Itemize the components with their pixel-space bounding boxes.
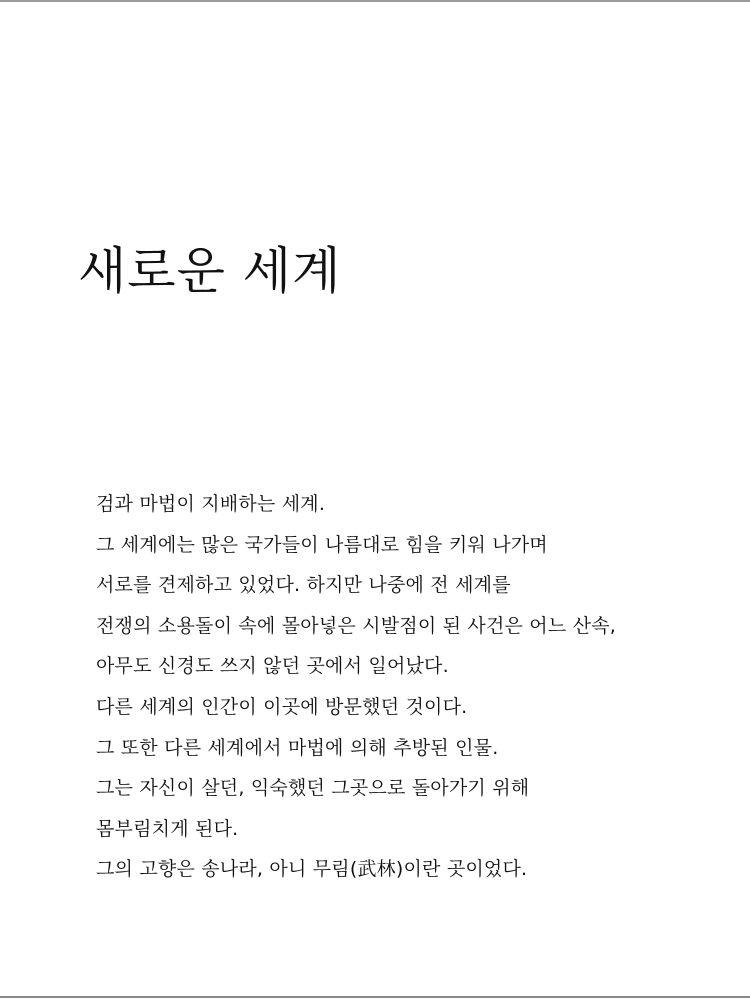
body-line: 서로를 견제하고 있었다. 하지만 나중에 전 세계를 [96, 574, 511, 597]
body-line: 아무도 신경도 쓰지 않던 곳에서 일어났다. [96, 655, 449, 678]
bottom-border [0, 996, 750, 998]
body-line: 그 또한 다른 세계에서 마법에 의해 추방된 인물. [96, 736, 499, 759]
body-text [96, 484, 716, 890]
body-line: 전쟁의 소용돌이 속에 몰아넣은 시발점이 된 사건은 어느 산속, [96, 614, 617, 637]
top-border [0, 0, 750, 2]
body-line: 그는 자신이 살던, 익숙했던 그곳으로 돌아가기 위해 [96, 777, 530, 800]
chapter-title: 새로운 세계 [78, 242, 342, 300]
body-line: 몸부림치게 된다. [96, 817, 239, 840]
body-line: 그의 고향은 송나라, 아니 무림(武林)이란 곳이었다. [96, 858, 528, 881]
body-line: 검과 마법이 지배하는 세계. [96, 493, 326, 515]
body-line: 그 세계에는 많은 국가들이 나름대로 힘을 키워 나가며 [96, 533, 548, 556]
body-line: 다른 세계의 인간이 이곳에 방문했던 것이다. [96, 695, 468, 718]
